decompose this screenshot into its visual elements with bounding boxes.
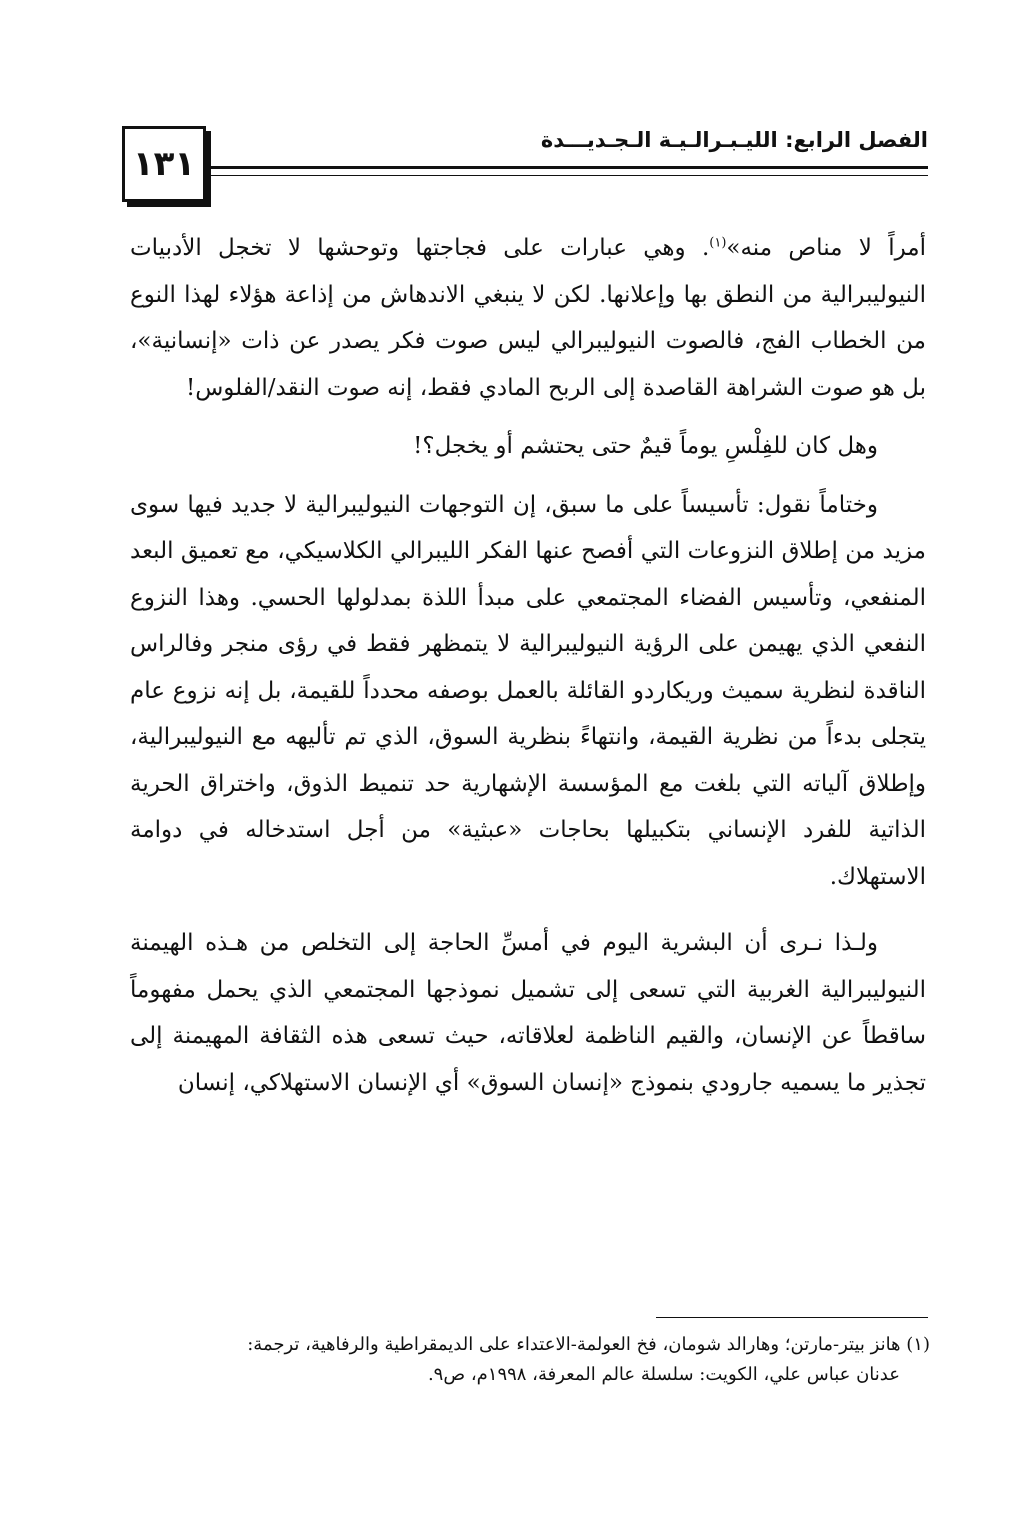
paragraph-3: وختاماً نقول: تأسيساً على ما سبق، إن التوجهات النيوليبرالية لا جديد فيها سوى مزيد من إطلاق النزوعات التي أفصح عنها الفكر الليبرالي الكلاسيكي، مع تعميق البعد المنفعي، وتأسيس الفضاء المجتمعي على مبدأ اللذة بمدلولها الحسي. وهذا النزوع النفعي الذي يهيمن على الرؤية النيوليبرالية لا يتمظهر فقط في رؤى منجر وفالراس الناقدة لنظرية سميث وريكاردو القائلة بالعمل بوصفه محدداً للقيمة، بل إنه نزوع عام يتجلى بدءاً من نظرية القيمة، وانتهاءً بنظرية السوق، الذي تم تأليهه مع النيوليبرالية، وإطلاق آلياته التي بلغت مع المؤسسة الإشهارية حد تنميط الذوق، واختراق الحرية الذاتية للفرد الإنساني بتكبيلها بحاجات «عبثية» من أجل استدخاله في دوامة الاستهلاك. bbox=[130, 491, 926, 890]
paragraph-4: ولـذا نـرى أن البشرية اليوم في أمسِّ الحاجة إلى التخلص من هـذه الهيمنة النيوليبرالية الغربية التي تسعى إلى تشميل نموذجها المجتمعي الذي يحمل مفهوماً ساقطاً عن الإنسان، والقيم الناظمة لعلاقاته، حيث تسعى هذه الثقافة المهيمنة إلى تجذير ما يسميه جارودي بنموذج «إنسان السوق» أي الإنسان الاستهلاكي، إنسان bbox=[130, 930, 926, 1096]
paragraph-1-start: أمراً لا مناص منه» bbox=[726, 235, 926, 261]
chapter-title: الفصل الرابع: الليـبـرالـيـة الـجـديـــدة bbox=[540, 128, 928, 152]
footnote bbox=[130, 1330, 930, 1390]
footnote-line-2: عدنان عباس علي، الكويت: سلسلة عالم المعرفة، ١٩٩٨م، ص٩. bbox=[427, 1364, 900, 1385]
body-text bbox=[130, 225, 926, 1106]
footnote-separator bbox=[656, 1317, 928, 1318]
footnote-reference: (١) bbox=[709, 235, 727, 251]
paragraph-2: وهل كان للفِلْسِ يوماً قيمٌ حتى يحتشم أو يخجل؟! bbox=[413, 433, 878, 459]
header-rule bbox=[206, 166, 928, 176]
page-header bbox=[122, 126, 928, 208]
paragraph-1 bbox=[130, 225, 926, 411]
paragraph-1-rest: . وهي عبارات على فجاجتها وتوحشها لا تخجل الأدبيات النيوليبرالية من النطق بها وإعلانها. لكن لا ينبغي الاندهاش من إذاعة هؤلاء لهذا النوع من الخطاب الفج، فالصوت النيوليبرالي ليس صوت فكر يصدر عن ذات «إنسانية»، بل هو صوت الشراهة القاصدة إلى الربح المادي فقط، إنه صوت النقد/الفلوس! bbox=[130, 235, 926, 401]
page-number: ١٣١ bbox=[122, 126, 206, 202]
footnote-line-1: (١) هانز بيتر-مارتن؛ وهارالد شومان، فخ العولمة-الاعتداء على الديمقراطية والرفاهية، ترجمة: bbox=[247, 1334, 930, 1355]
